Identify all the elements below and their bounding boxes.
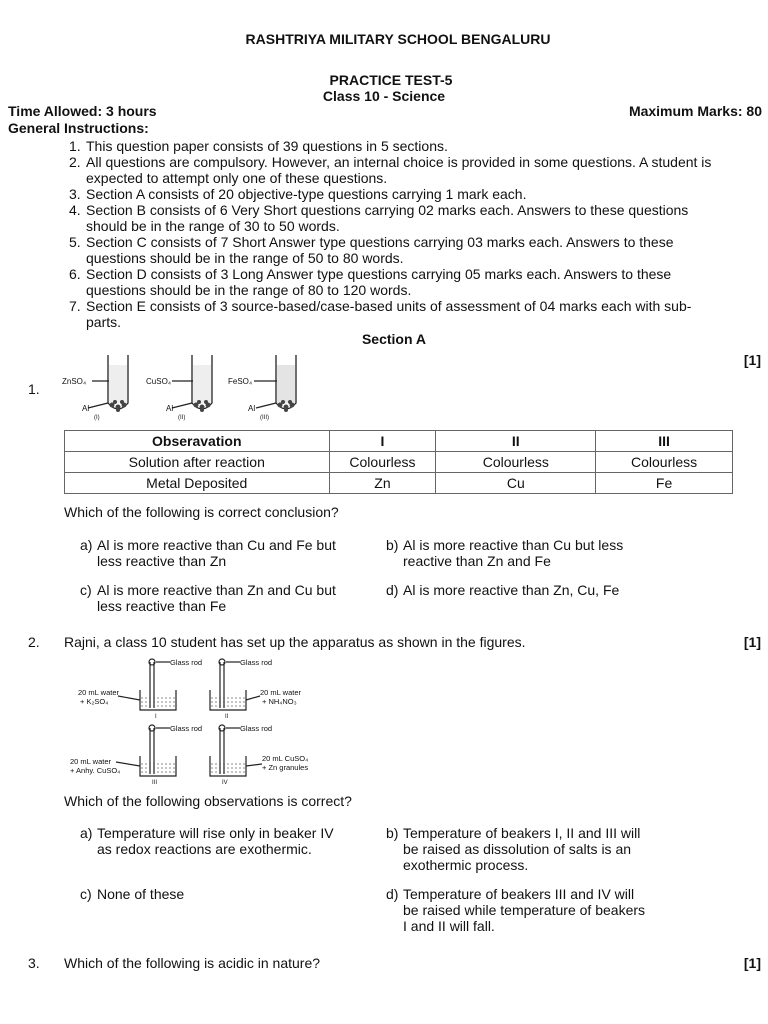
beaker2-label: + NH₄NO₃ — [262, 697, 297, 706]
instruction-item: 3. Section A consists of 20 objective-type questions carrying 1 mark each. — [69, 186, 527, 202]
tube1-metal: Al — [82, 404, 90, 413]
q2-beakers-figure — [66, 654, 324, 786]
q2-option-b[interactable]: b) Temperature of beakers I, II and III will be raised as dissolution of salts is an exothermic process. — [386, 825, 641, 873]
q2-option-d[interactable]: d) Temperature of beakers III and IV will be raised while temperature of beakers I and II will fall. — [386, 886, 646, 934]
beaker-4 — [210, 756, 246, 776]
beaker-3 — [140, 756, 176, 776]
glass-rod-label-2: Glass rod — [240, 658, 273, 667]
table-cell: Colourless — [596, 452, 733, 473]
glass-rod-label-1: Glass rod — [170, 658, 203, 667]
table-header-row — [65, 431, 733, 452]
instruction-item: 4. Section B consists of 6 Very Short questions carrying 02 marks each. Answers to these questions should be in the range of 30 to 50 words. — [69, 202, 689, 234]
q2-number: 2. — [28, 634, 40, 650]
maximum-marks: Maximum Marks: 80 — [628, 103, 762, 119]
beaker-roman: IV — [222, 780, 228, 786]
class-subject: Class 10 - Science — [322, 88, 446, 104]
table-cell: Solution after reaction — [65, 452, 330, 473]
tube3-metal: Al — [248, 404, 256, 413]
time-allowed: Time Allowed: 3 hours — [8, 103, 157, 119]
tube3-solution: FeSO₄ — [228, 377, 253, 386]
beaker4-label: 20 mL CuSO₄ — [262, 754, 309, 763]
q1-observation-table — [64, 430, 733, 494]
q1-option-c[interactable]: c) Al is more reactive than Zn and Cu but less reactive than Fe — [80, 582, 336, 614]
q3-number: 3. — [28, 955, 40, 971]
q2-text: Rajni, a class 10 student has set up the apparatus as shown in the figures. — [64, 634, 526, 650]
table-header-cell: I — [329, 431, 436, 452]
q2-marks: [1] — [743, 634, 761, 650]
table-header-cell: III — [596, 431, 733, 452]
q1-question: Which of the following is correct conclusion? — [64, 504, 339, 520]
instruction-item: 5. Section C consists of 7 Short Answer type questions carrying 03 marks each. Answers to these questions should be in the range of 50 to 80 words. — [69, 234, 674, 266]
table-cell: Zn — [329, 473, 436, 494]
glass-rod-label-4: Glass rod — [240, 724, 273, 733]
school-name: RASHTRIYA MILITARY SCHOOL BENGALURU — [245, 31, 551, 47]
table-cell: Colourless — [329, 452, 436, 473]
q2-option-a[interactable]: a) Temperature will rise only in beaker IV as redox reactions are exothermic. — [80, 825, 334, 857]
table-cell: Metal Deposited — [65, 473, 330, 494]
table-cell: Fe — [596, 473, 733, 494]
beaker-roman: II — [225, 714, 229, 720]
table-header-cell: II — [436, 431, 596, 452]
q1-option-d[interactable]: d) Al is more reactive than Zn, Cu, Fe — [386, 582, 620, 598]
glass-rod-label-3: Glass rod — [170, 724, 203, 733]
q1-option-a[interactable]: a) Al is more reactive than Cu and Fe but less reactive than Zn — [80, 537, 336, 569]
instruction-item: 7. Section E consists of 3 source-based/case-based units of assessment of 04 marks each with sub- parts. — [69, 298, 692, 330]
beaker-roman: III — [152, 780, 158, 786]
instruction-item: 6. Section D consists of 3 Long Answer type questions carrying 05 marks each. Answers to these questions should be in the range of 80 to 120 words. — [69, 266, 672, 298]
tube3-label: (III) — [260, 415, 269, 421]
table-header-cell: Obseravation — [65, 431, 330, 452]
tube2-metal: Al — [166, 404, 174, 413]
tube1-label: (I) — [94, 415, 100, 421]
q1-option-b[interactable]: b) Al is more reactive than Cu but less reactive than Zn and Fe — [386, 537, 624, 569]
instructions-list — [69, 138, 758, 330]
beaker1-label: + K₂SO₄ — [80, 697, 109, 706]
tube2-label: (II) — [178, 415, 186, 421]
tube2-solution: CuSO₄ — [146, 377, 172, 386]
table-cell: Colourless — [436, 452, 596, 473]
tube1-solution: ZnSO₄ — [62, 377, 87, 386]
table-row — [65, 473, 733, 494]
q3-marks: [1] — [743, 955, 761, 971]
q2-option-c[interactable]: c) None of these — [80, 886, 185, 902]
general-instructions-title: General Instructions: — [8, 120, 149, 136]
q1-test-tubes-figure — [62, 353, 310, 423]
beaker-2 — [210, 690, 246, 710]
q3-text: Which of the following is acidic in nature? — [64, 955, 321, 971]
beaker-roman: I — [155, 714, 157, 720]
section-a-heading: Section A — [361, 331, 427, 347]
beaker1-label: 20 mL water — [78, 688, 119, 697]
table-row — [65, 452, 733, 473]
q1-number: 1. — [28, 381, 40, 397]
instruction-item: 2. All questions are compulsory. However, an internal choice is provided in some questions. A student is expected to attempt only one of these questions. — [69, 154, 712, 186]
beaker2-label: 20 mL water — [260, 688, 301, 697]
test-title: PRACTICE TEST-5 — [329, 72, 453, 88]
beaker4-label: + Zn granules — [262, 763, 309, 772]
beaker3-label: + Anhy. CuSO₄ — [70, 766, 121, 775]
beaker-1 — [140, 690, 176, 710]
beaker3-label: 20 mL water — [70, 757, 111, 766]
table-cell: Cu — [436, 473, 596, 494]
instruction-item: 1. This question paper consists of 39 questions in 5 sections. — [69, 138, 448, 154]
q1-marks: [1] — [743, 352, 761, 368]
q2-question: Which of the following observations is correct? — [64, 793, 352, 809]
